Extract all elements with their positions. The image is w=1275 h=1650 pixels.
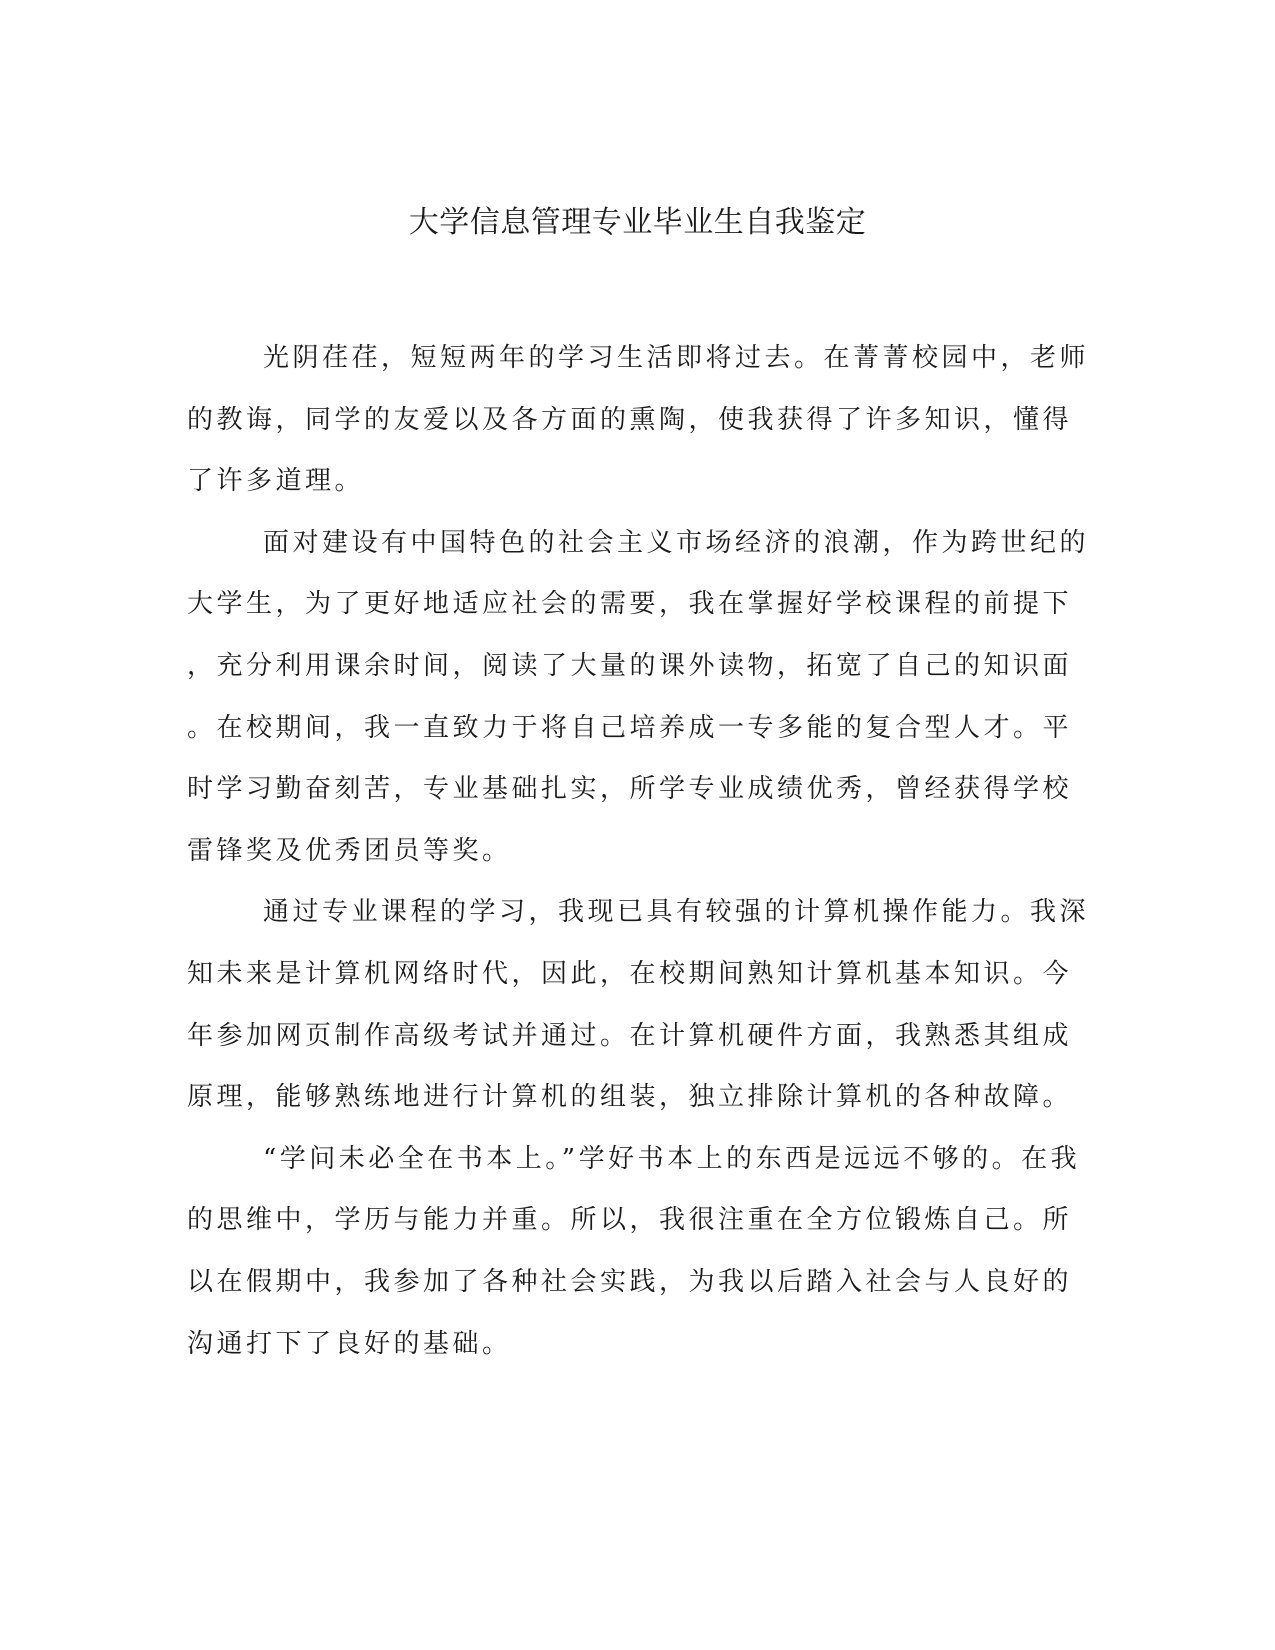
paragraph-1	[187, 328, 1090, 513]
paragraph-line: 时学习勤奋刻苦，专业基础扎实，所学专业成绩优秀，曾经获得学校	[187, 774, 1073, 805]
paragraph-2	[187, 513, 1090, 883]
paragraph-line: 年参加网页制作高级考试并通过。在计算机硬件方面，我熟悉其组成	[187, 1020, 1073, 1051]
paragraph-line: 知未来是计算机网络时代，因此，在校期间熟知计算机基本知识。今	[187, 958, 1073, 989]
paragraph-line: 沟通打下了良好的基础。	[187, 1328, 512, 1359]
paragraph-line: 的思维中，学历与能力并重。所以，我很注重在全方位锻炼自己。所	[187, 1205, 1073, 1236]
paragraph-line: 的教诲，同学的友爱以及各方面的熏陶，使我获得了许多知识，懂得	[187, 404, 1073, 435]
document-title: 大学信息管理专业毕业生自我鉴定	[408, 205, 867, 240]
document-body	[187, 328, 1090, 1375]
paragraph-line: 通过专业课程的学习，我现已具有较强的计算机操作能力。我深	[263, 897, 1090, 928]
paragraph-line: 大学生，为了更好地适应社会的需要，我在掌握好学校课程的前提下	[187, 589, 1073, 620]
paragraph-line: “学问未必全在书本上。”学好书本上的东西是远远不够的。在我	[263, 1143, 1081, 1174]
paragraph-4	[187, 1129, 1081, 1375]
paragraph-line: 光阴荏荏，短短两年的学习生活即将过去。在菁菁校园中，老师	[263, 343, 1090, 373]
paragraph-line: 了许多道理。	[187, 466, 365, 497]
paragraph-line: 以在假期中，我参加了各种社会实践，为我以后踏入社会与人良好的	[187, 1266, 1073, 1297]
paragraph-line: 。在校期间，我一直致力于将自己培养成一专多能的复合型人才。平	[187, 712, 1073, 743]
paragraph-line: 原理，能够熟练地进行计算机的组装，独立排除计算机的各种故障。	[187, 1082, 1073, 1113]
paragraph-line: 雷锋奖及优秀团员等奖。	[187, 835, 512, 866]
paragraph-line: ，充分利用课余时间，阅读了大量的课外读物，拓宽了自己的知识面	[187, 650, 1073, 681]
paragraph-line: 面对建设有中国特色的社会主义市场经济的浪潮，作为跨世纪的	[263, 527, 1090, 558]
paragraph-3	[187, 882, 1090, 1128]
